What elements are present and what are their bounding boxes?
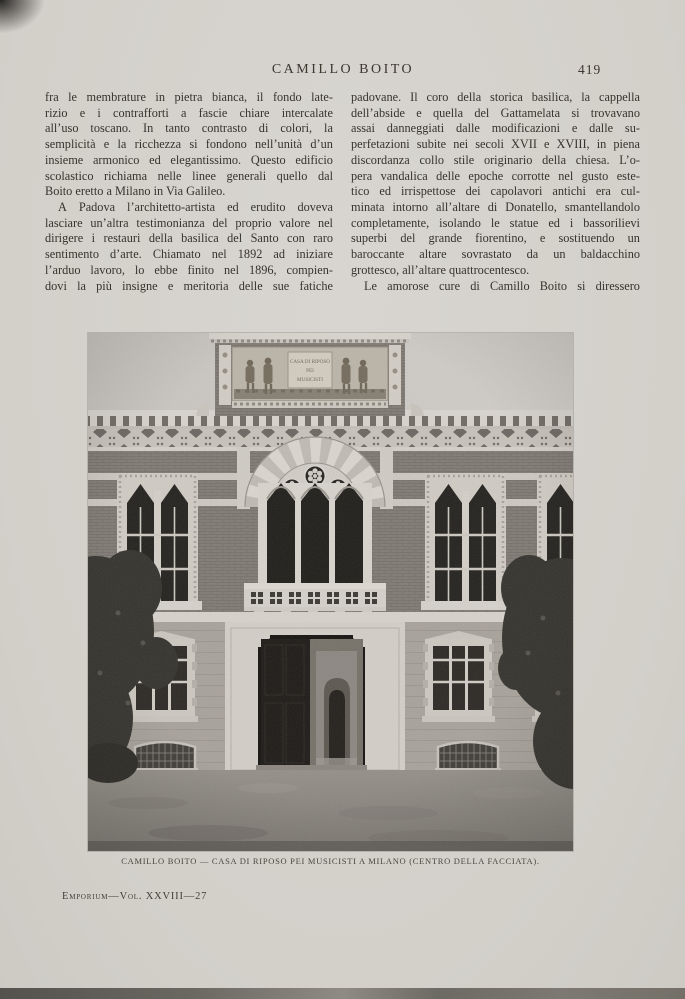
page-number: 419 (578, 62, 602, 77)
text-line: superbi del grande fiorentino, e sostituendo un (351, 231, 640, 246)
text-line: l’arduo lavoro, lo ebbe finito nel 1896, compien- (45, 262, 333, 277)
column-right (351, 90, 640, 294)
text-line: scolastico richiama nelle linee generali quello dal (45, 168, 333, 183)
facade-photograph (88, 333, 573, 851)
text-line: dovi la più insigne e meritoria delle sue fatiche (45, 278, 333, 293)
text-line: A Padova l’architetto-artista ed erudito doveva (58, 200, 333, 215)
text-line: perfetazioni subite nei secoli XVII e XVIII, in piena (351, 137, 640, 152)
text-line: tico ed irrispettose dei capolavori antichi era cul- (351, 184, 640, 199)
text-line: assai danneggiati dalle modificazioni e dalle su- (351, 121, 640, 136)
text-line: Le amorose cure di Camillo Boito si diressero (364, 278, 640, 293)
page-title: CAMILLO BOITO (271, 62, 415, 77)
page-header (14, 60, 672, 78)
photo-vignette (88, 333, 573, 851)
text-line: minata intorno all’altare di Donatello, smantellandolo (351, 200, 640, 215)
scan-bottom-edge (0, 988, 685, 999)
footer-imprint: Emporium—Vol. XXVIII—27 (62, 891, 208, 902)
text-line: completamente, isolando le statue ed i bassorilievi (351, 215, 640, 230)
text-line: semplicità e la ricchezza si fondono nell’unità d’un (45, 137, 333, 152)
text-line: insieme armonico ed elegantissimo. Questo edificio (45, 152, 333, 167)
text-line: padovane. Il coro della storica basilica, la cappella (351, 90, 640, 104)
text-line: Boito eretto a Milano in Via Galileo. (45, 184, 226, 199)
text-line: dirigere i restauri della basilica del Santo con raro (45, 231, 333, 246)
photo-caption: CAMILLO BOITO — CASA DI RIPOSO PEI MUSICISTI A MILANO (CENTRO DELLA FACCIATA). (121, 856, 540, 866)
text-line: fra le membrature in pietra bianca, il fondo late- (45, 90, 333, 104)
facade-photo-svg (88, 333, 573, 851)
column-left (45, 90, 333, 294)
text-line: pera vandalica delle epoche corrotte nel gusto este- (351, 168, 640, 183)
text-line: all’uso toscano. In tanto contrasto di colori, la (45, 121, 333, 136)
text-line: rizio e i contrafforti a fascie chiare intercalate (45, 105, 333, 120)
text-line: grottesco, all’altare quattrocentesco. (351, 262, 530, 277)
text-line: lasciare un’altra testimonianza del proprio valore nel (45, 215, 333, 230)
text-line: dell’abside e quella del Gattamelata si trovavano (351, 105, 640, 120)
text-line: sentimento d’arte. Chiamato nel 1892 ad iniziare (45, 247, 333, 262)
text-line: baroccante altare sovrastato da un baldacchino (351, 247, 640, 262)
text-line: discordanza collo stile originario della chiesa. L’o- (351, 152, 640, 167)
scan-corner-shadow (0, 0, 48, 36)
